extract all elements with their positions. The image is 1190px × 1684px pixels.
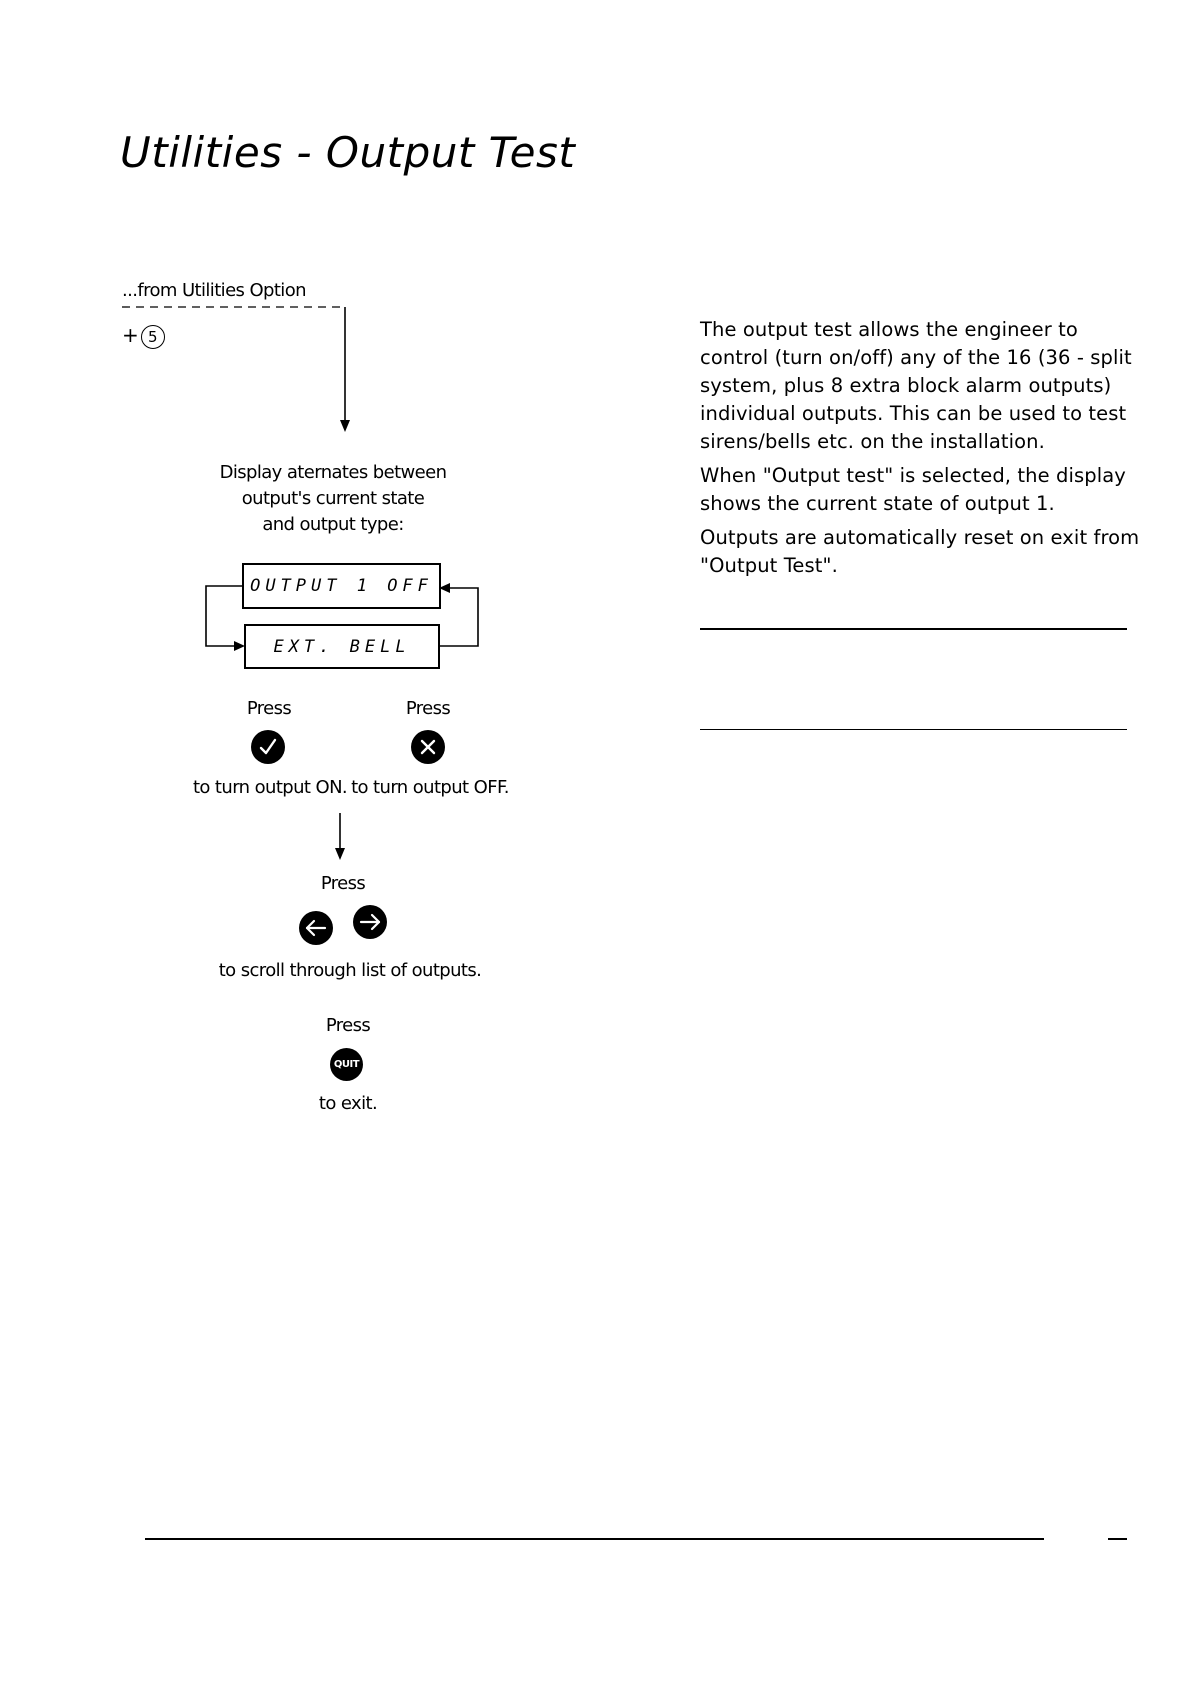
left-loop-line [206, 586, 242, 646]
scroll-caption: to scroll through list of outputs. [218, 960, 482, 981]
description-paragraph-1: The output test allows the engineer to control (turn on/off) any of the 16 (36 - split system, plus 8 extra block alarm outputs) individual outputs. This can be used to test sirens/bells etc. on the installation. [700, 318, 1132, 453]
footer-rule-short [1108, 1538, 1127, 1540]
press-on-label: Press [246, 698, 292, 719]
lcd-display-output-type: EXT. BELL [244, 624, 440, 669]
down-arrow-head-1 [340, 420, 350, 432]
right-arrow-icon[interactable] [353, 905, 387, 939]
down-arrow-head-2 [335, 848, 345, 860]
off-caption: to turn output OFF. [351, 777, 509, 798]
description-rule-1 [700, 628, 1127, 630]
check-glyph [257, 736, 279, 758]
check-icon[interactable] [251, 730, 285, 764]
display-note-line-2: output's current state [241, 488, 425, 509]
description-rule-2 [700, 729, 1127, 730]
plus-sign: + [122, 323, 139, 347]
lcd-display-output-state: OUTPUT 1 OFF [242, 563, 441, 609]
description-text [700, 316, 1140, 586]
right-arrow-glyph [358, 912, 382, 932]
press-quit-label: Press [325, 1015, 371, 1036]
display-note-line-3: and output type: [262, 514, 404, 535]
footer-rule [145, 1538, 1044, 1540]
press-off-label: Press [405, 698, 451, 719]
left-arrow-icon[interactable] [299, 911, 333, 945]
press-scroll-label: Press [320, 873, 366, 894]
circled-five-key-icon: 5 [141, 325, 165, 349]
on-caption: to turn output ON. [192, 777, 348, 798]
cross-glyph [418, 737, 438, 757]
page-title: Utilities - Output Test [120, 128, 576, 177]
display-note [213, 460, 453, 538]
quit-icon[interactable]: QUIT [330, 1048, 363, 1081]
left-arrow-glyph [304, 918, 328, 938]
description-paragraph-3: Outputs are automatically reset on exit from "Output Test". [700, 526, 1140, 577]
exit-caption: to exit. [318, 1093, 378, 1114]
cross-icon[interactable] [411, 730, 445, 764]
description-paragraph-2: When "Output test" is selected, the display shows the current state of output 1. [700, 464, 1126, 515]
display-note-line-1: Display aternates between [219, 462, 447, 483]
from-utilities-label: ...from Utilities Option [122, 280, 306, 301]
right-loop-line [440, 588, 478, 646]
